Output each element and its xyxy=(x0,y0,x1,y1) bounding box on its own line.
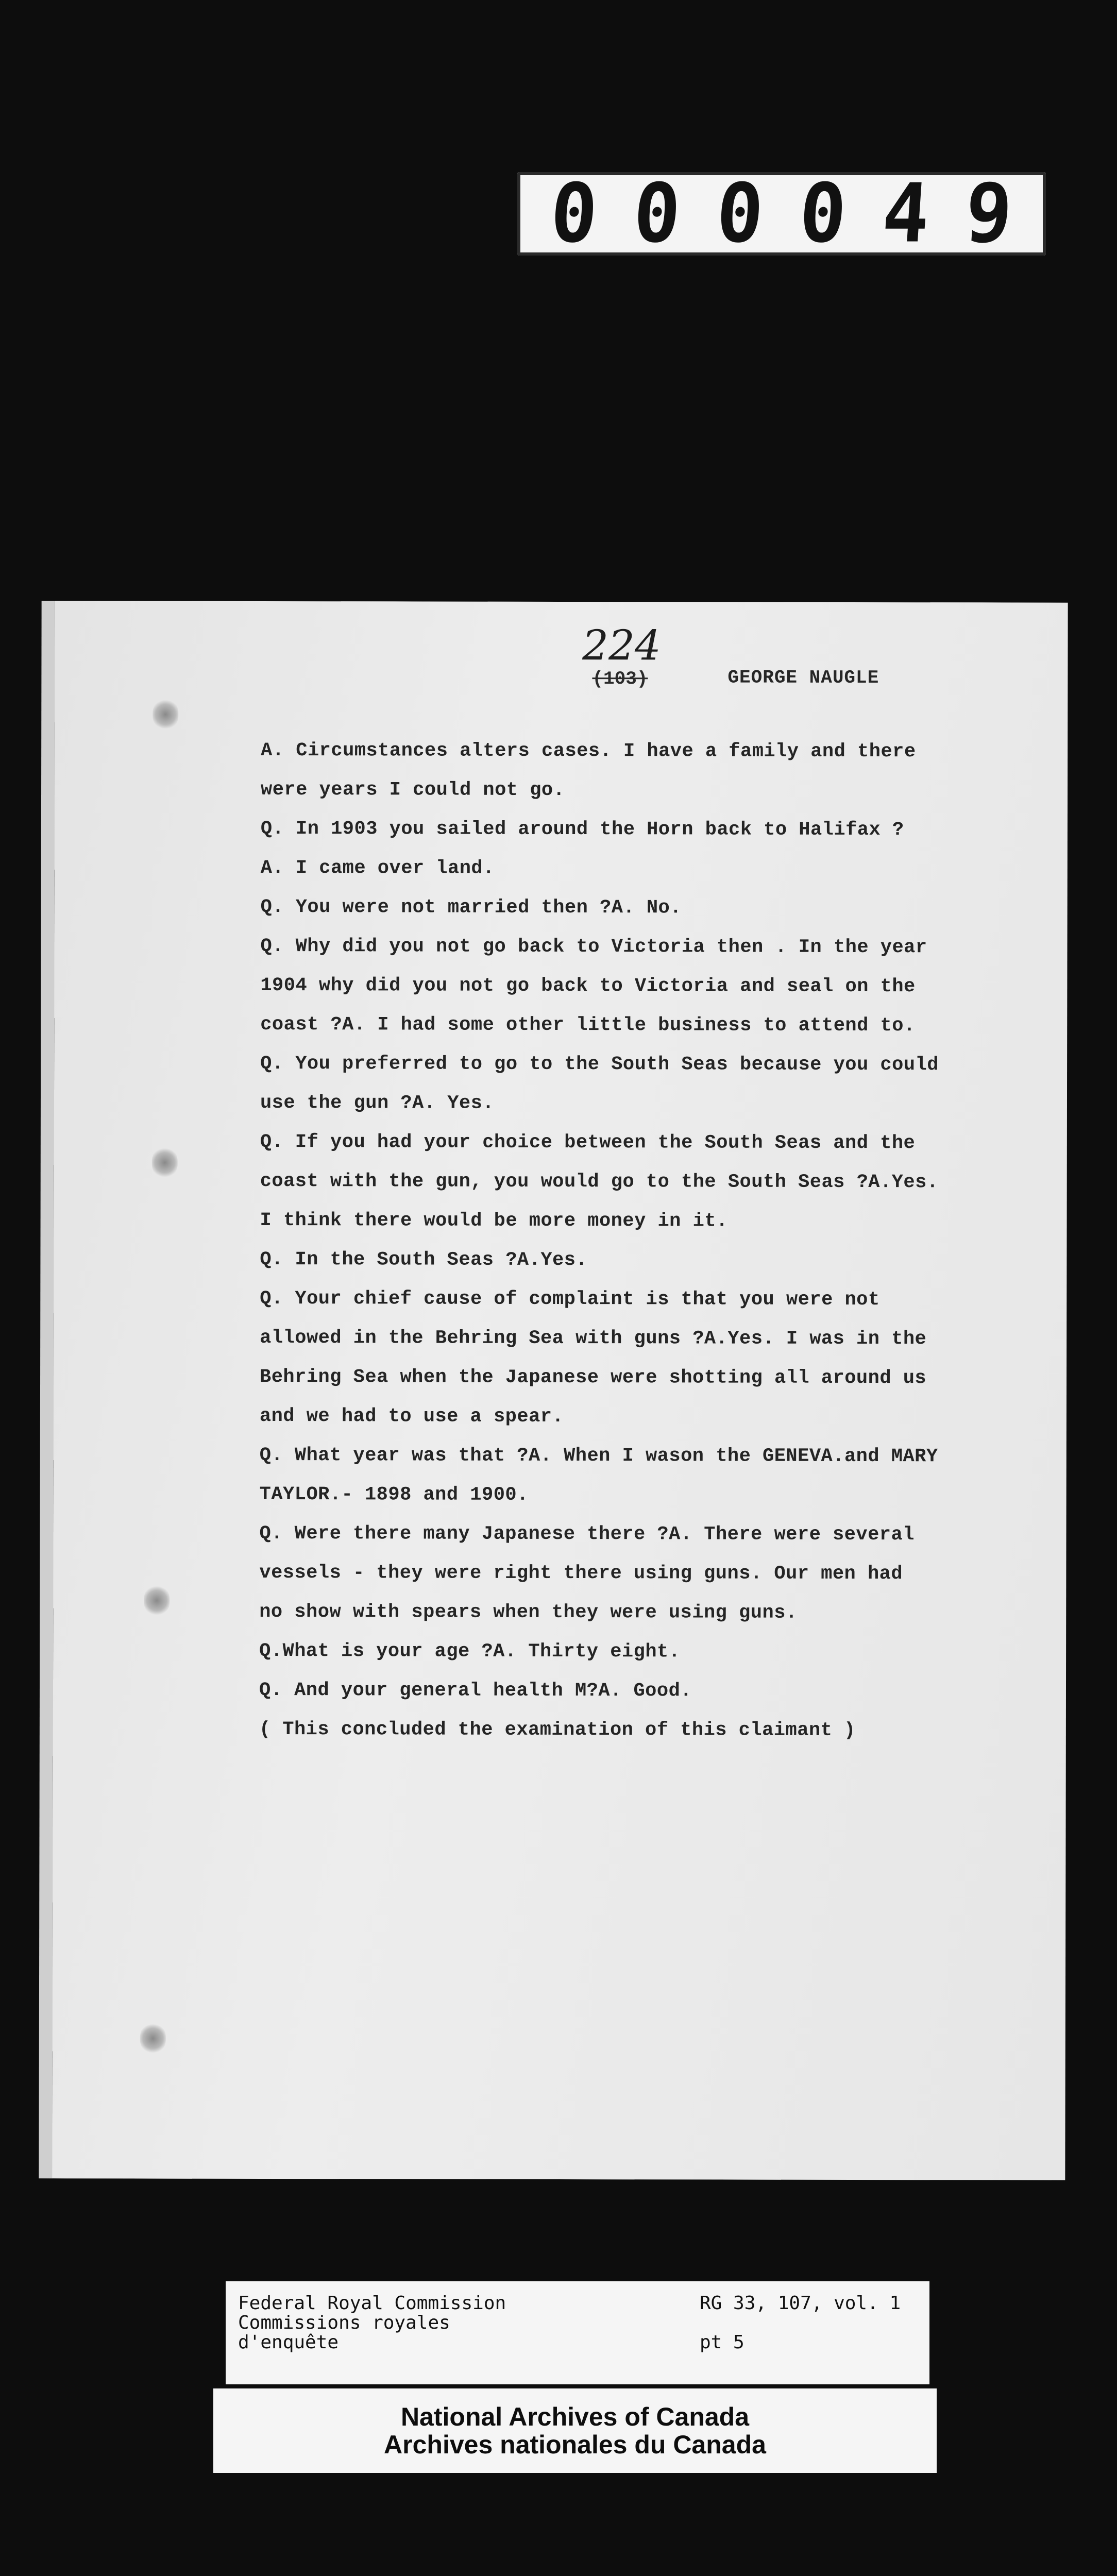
transcript-line: Q. You preferred to go to the South Seas because you could xyxy=(260,1053,939,1076)
struck-page-number: (103) xyxy=(592,668,648,690)
frame-number-plate xyxy=(517,166,1046,261)
transcript-line: Q. You were not married then ?A. No. xyxy=(260,896,682,919)
archive-banner xyxy=(213,2388,937,2473)
punch-hole xyxy=(140,2023,166,2054)
archive-name-fr: Archives nationales du Canada xyxy=(384,2430,766,2459)
transcript-line: I think there would be more money in it. xyxy=(260,1209,728,1232)
transcript-line: Q. Your chief cause of complaint is that you were not xyxy=(260,1287,880,1311)
transcript-line: coast ?A. I had some other little business to attend to. xyxy=(260,1013,916,1037)
transcript-line: A. I came over land. xyxy=(260,857,495,879)
catalog-label-line: d'enquête xyxy=(238,2332,339,2353)
catalog-label-reference-block xyxy=(700,2294,901,2352)
transcript-line: allowed in the Behring Sea with guns ?A.Yes. I was in the xyxy=(260,1327,927,1350)
transcript-line: 1904 why did you not go back to Victoria and seal on the xyxy=(260,974,916,998)
transcript-line: Q. And your general health M?A. Good. xyxy=(259,1679,692,1702)
transcript-line: no show with spears when they were using guns. xyxy=(259,1601,798,1624)
transcript-line: coast with the gun, you would go to the South Seas ?A.Yes. xyxy=(260,1170,939,1194)
punch-hole xyxy=(153,699,178,730)
catalog-label xyxy=(226,2281,929,2384)
frame-digit: 4 xyxy=(879,166,933,261)
archive-name-en: National Archives of Canada xyxy=(400,2402,750,2431)
typed-page xyxy=(52,601,1068,2180)
frame-digit: 0 xyxy=(548,166,601,261)
handwritten-page-number: 224 xyxy=(582,621,661,670)
punch-hole xyxy=(144,1585,170,1616)
frame-digit: 0 xyxy=(714,166,767,261)
transcript-line: Q.What is your age ?A. Thirty eight. xyxy=(259,1640,681,1663)
transcript-line: Q. In 1903 you sailed around the Horn back to Halifax ? xyxy=(260,818,904,841)
catalog-reference: RG 33, 107, vol. 1 xyxy=(700,2293,901,2314)
transcript-line: TAYLOR.- 1898 and 1900. xyxy=(259,1483,529,1506)
frame-digit: 0 xyxy=(631,166,684,261)
transcript-line: Q. What year was that ?A. When I wason the GENEVA.and MARY xyxy=(259,1444,938,1468)
catalog-label-line: Federal Royal Commission xyxy=(238,2293,506,2314)
witness-name-heading: GEORGE NAUGLE xyxy=(727,667,879,689)
catalog-label-line: Commissions royales xyxy=(238,2312,450,2333)
transcript-line: were years I could not go. xyxy=(260,778,565,802)
transcript-line: Q. Why did you not go back to Victoria then . In the year xyxy=(260,935,927,959)
frame-digit: 9 xyxy=(962,166,1016,261)
transcript-line: Q. Were there many Japanese there ?A. There were several xyxy=(259,1522,915,1546)
transcript-line: and we had to use a spear. xyxy=(259,1405,564,1428)
punch-hole xyxy=(152,1147,178,1178)
catalog-part: pt 5 xyxy=(700,2332,744,2353)
transcript-line: vessels - they were right there using guns. Our men had xyxy=(259,1562,903,1585)
transcript-line: Q. If you had your choice between the South Seas and the xyxy=(260,1131,916,1155)
catalog-label-source xyxy=(238,2294,506,2352)
transcript-line: ( This concluded the examination of this claimant ) xyxy=(259,1718,856,1742)
transcript-body xyxy=(259,731,1054,1751)
frame-digit: 0 xyxy=(797,166,850,261)
transcript-line: use the gun ?A. Yes. xyxy=(260,1092,495,1114)
transcript-line: A. Circumstances alters cases. I have a family and there xyxy=(261,739,916,763)
transcript-line: Behring Sea when the Japanese were shotting all around us xyxy=(260,1366,927,1389)
transcript-line: Q. In the South Seas ?A.Yes. xyxy=(260,1248,588,1272)
